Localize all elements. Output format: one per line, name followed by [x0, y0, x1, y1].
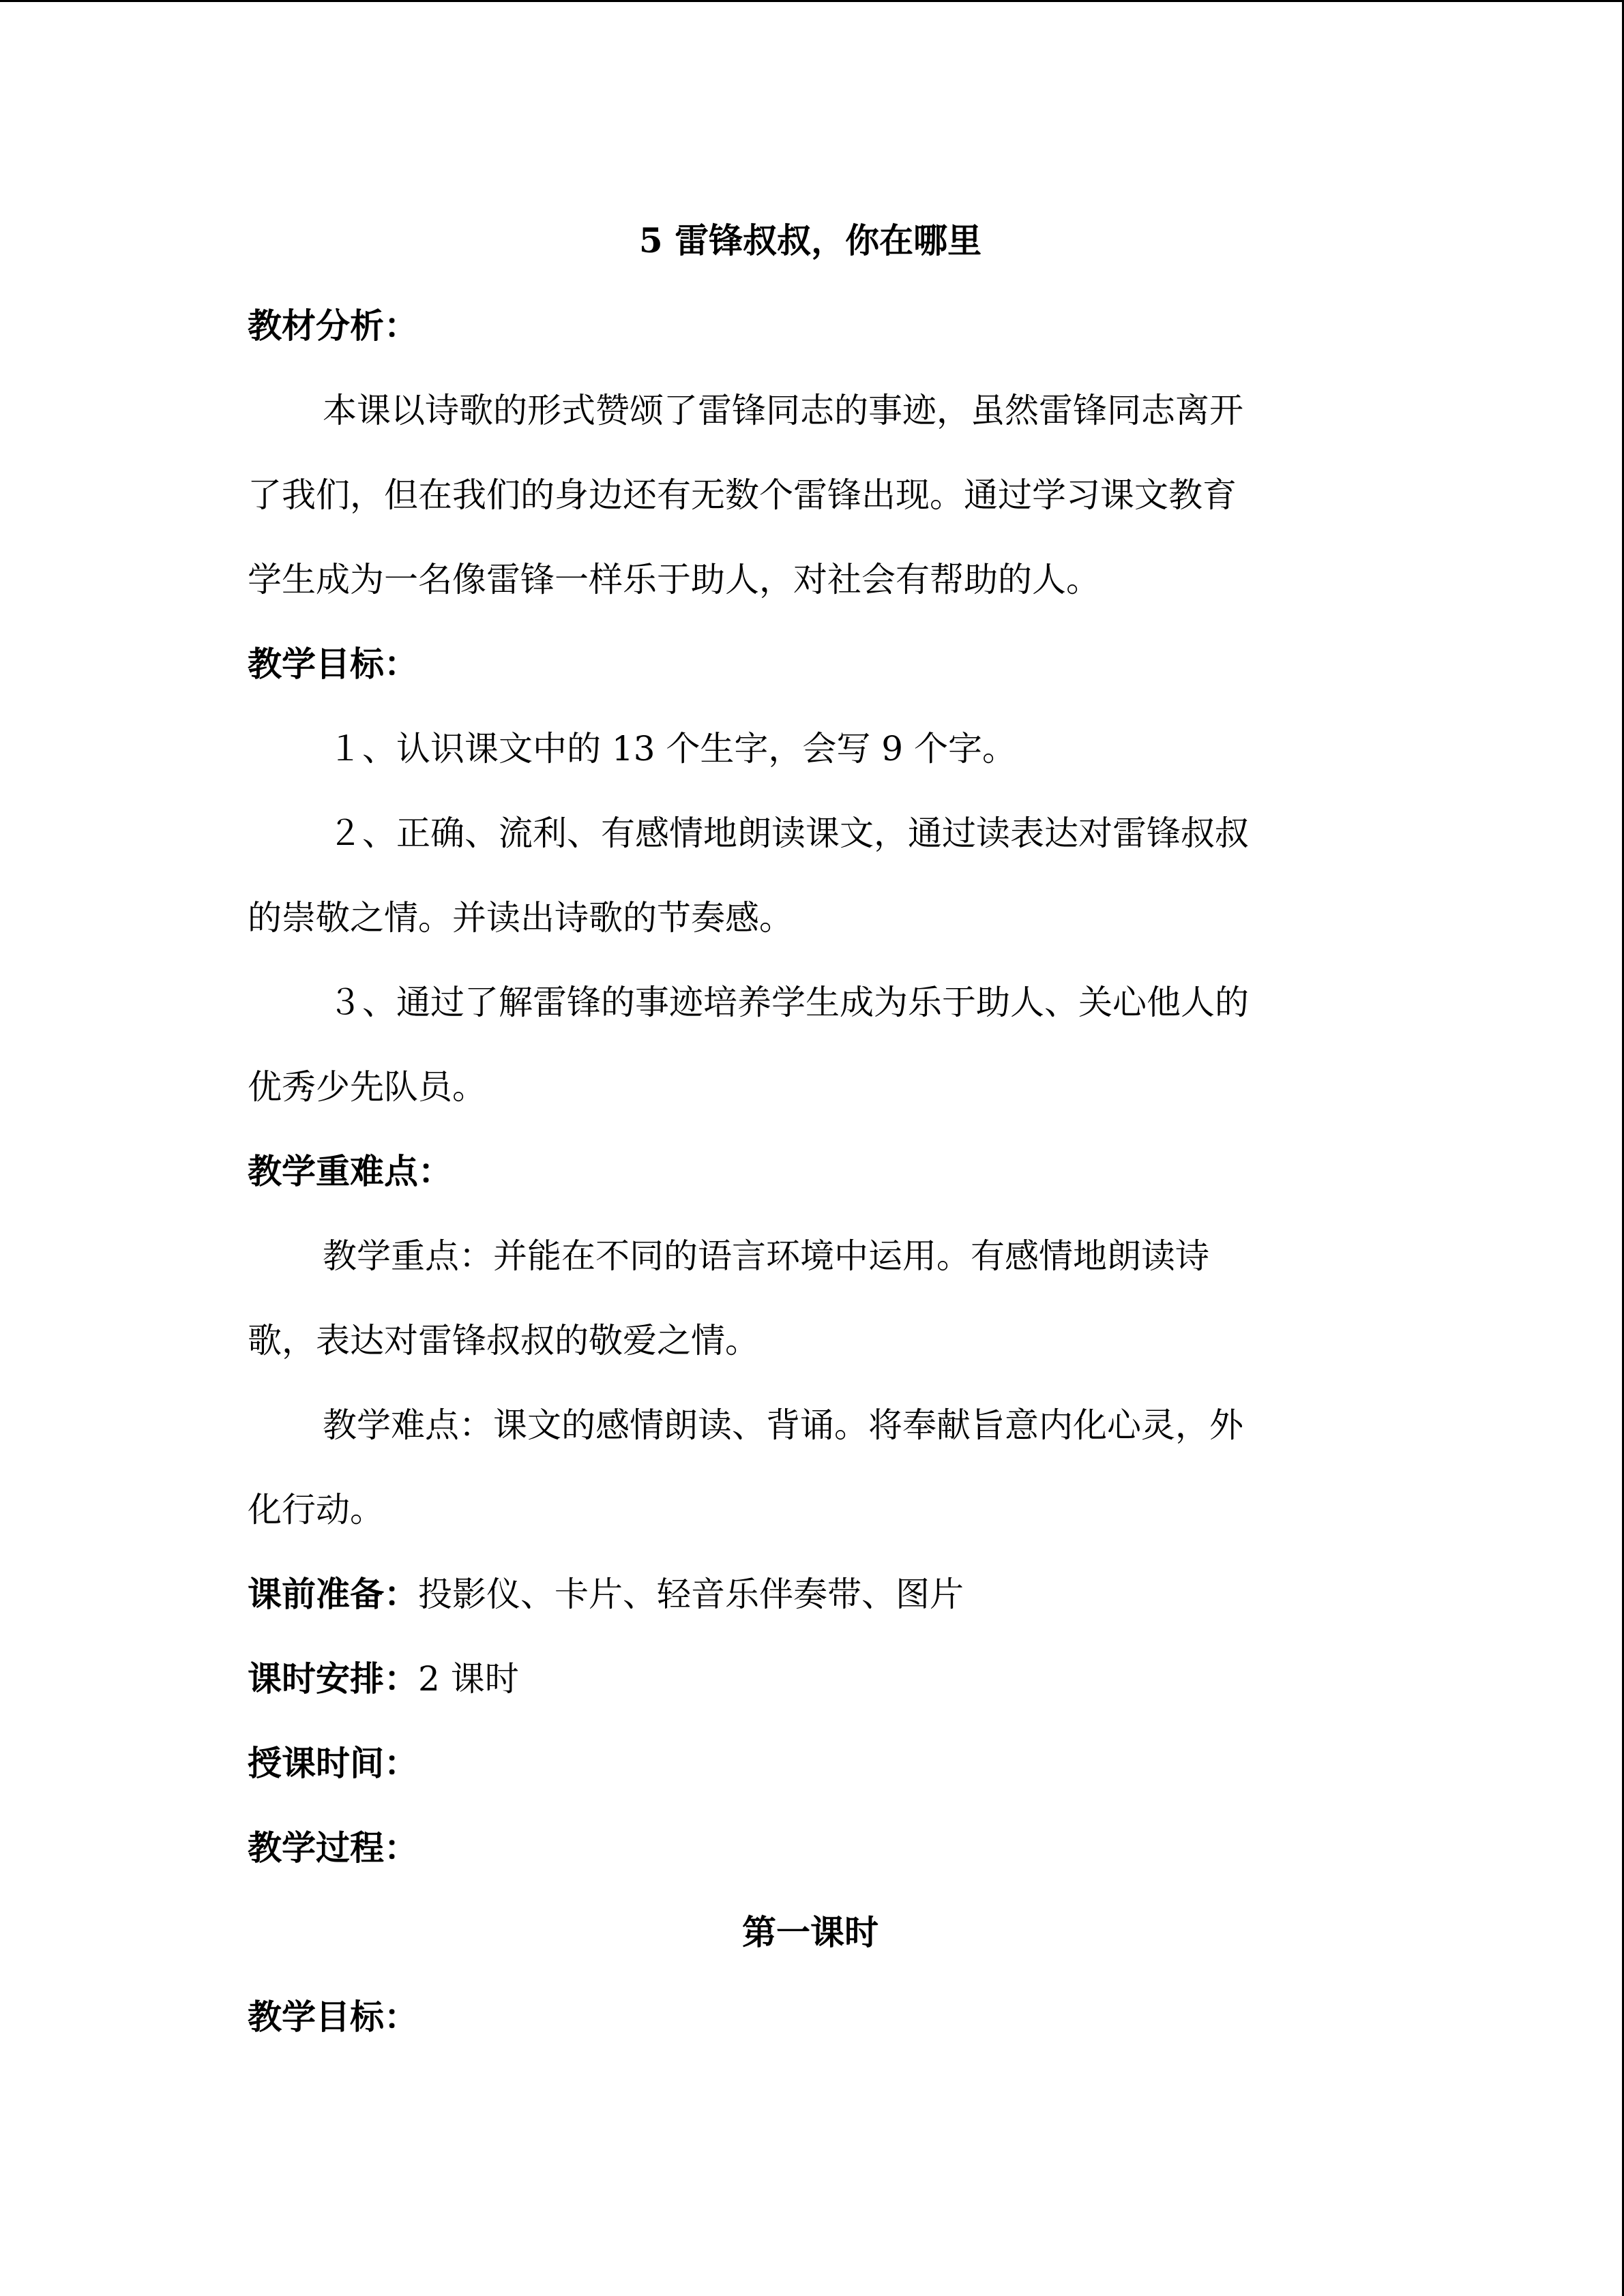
material-analysis-line-1: 本课以诗歌的形式赞颂了雷锋同志的事迹，虽然雷锋同志离开 [323, 391, 1243, 430]
key-difficult-heading: 教学重难点： [248, 1151, 452, 1191]
difficult-point-line-1: 教学难点：课文的感情朗读、背诵。将奉献旨意内化心灵，外 [323, 1405, 1243, 1445]
goal-2-line-2: 的崇敬之情。并读出诗歌的节奏感。 [248, 898, 793, 938]
teaching-goals-heading: 教学目标： [248, 644, 418, 684]
schedule-row [248, 1655, 519, 1703]
page-title: 5 雷锋叔叔，你在哪里 [638, 220, 982, 260]
key-point-line-2: 歌，表达对雷锋叔叔的敬爱之情。 [248, 1321, 759, 1360]
page-top-border [0, 0, 1624, 2]
material-analysis-line-3: 学生成为一名像雷锋一样乐于助人，对社会有帮助的人。 [248, 560, 1100, 599]
material-analysis-line-2: 了我们，但在我们的身边还有无数个雷锋出现。通过学习课文教育 [248, 475, 1237, 515]
schedule-value: 2 课时 [418, 1659, 519, 1699]
goal-3-line-2: 优秀少先队员。 [248, 1067, 486, 1107]
first-lesson-heading: 第一课时 [742, 1912, 879, 1952]
key-point-line-1: 教学重点：并能在不同的语言环境中运用。有感情地朗读诗 [323, 1236, 1209, 1276]
preparation-value: 投影仪、卡片、轻音乐伴奏带、图片 [418, 1575, 964, 1614]
preparation-label: 课前准备： [248, 1574, 418, 1614]
schedule-label: 课时安排： [248, 1658, 418, 1699]
difficult-point-line-2: 化行动。 [248, 1490, 384, 1530]
preparation-row [248, 1570, 964, 1618]
process-heading: 教学过程： [248, 1828, 418, 1868]
goal-2-line-1: ２、正确、流利、有感情地朗读课文，通过读表达对雷锋叔叔 [328, 814, 1249, 853]
class-time-label: 授课时间： [248, 1743, 418, 1783]
goal-3-line-1: ３、通过了解雷锋的事迹培养学生成为乐于助人、关心他人的 [328, 983, 1249, 1022]
material-analysis-heading: 教材分析： [248, 305, 418, 346]
goal-1: １、认识课文中的 13 个生字，会写 9 个字。 [328, 729, 1017, 769]
first-lesson-goals-heading: 教学目标： [248, 1997, 418, 2037]
